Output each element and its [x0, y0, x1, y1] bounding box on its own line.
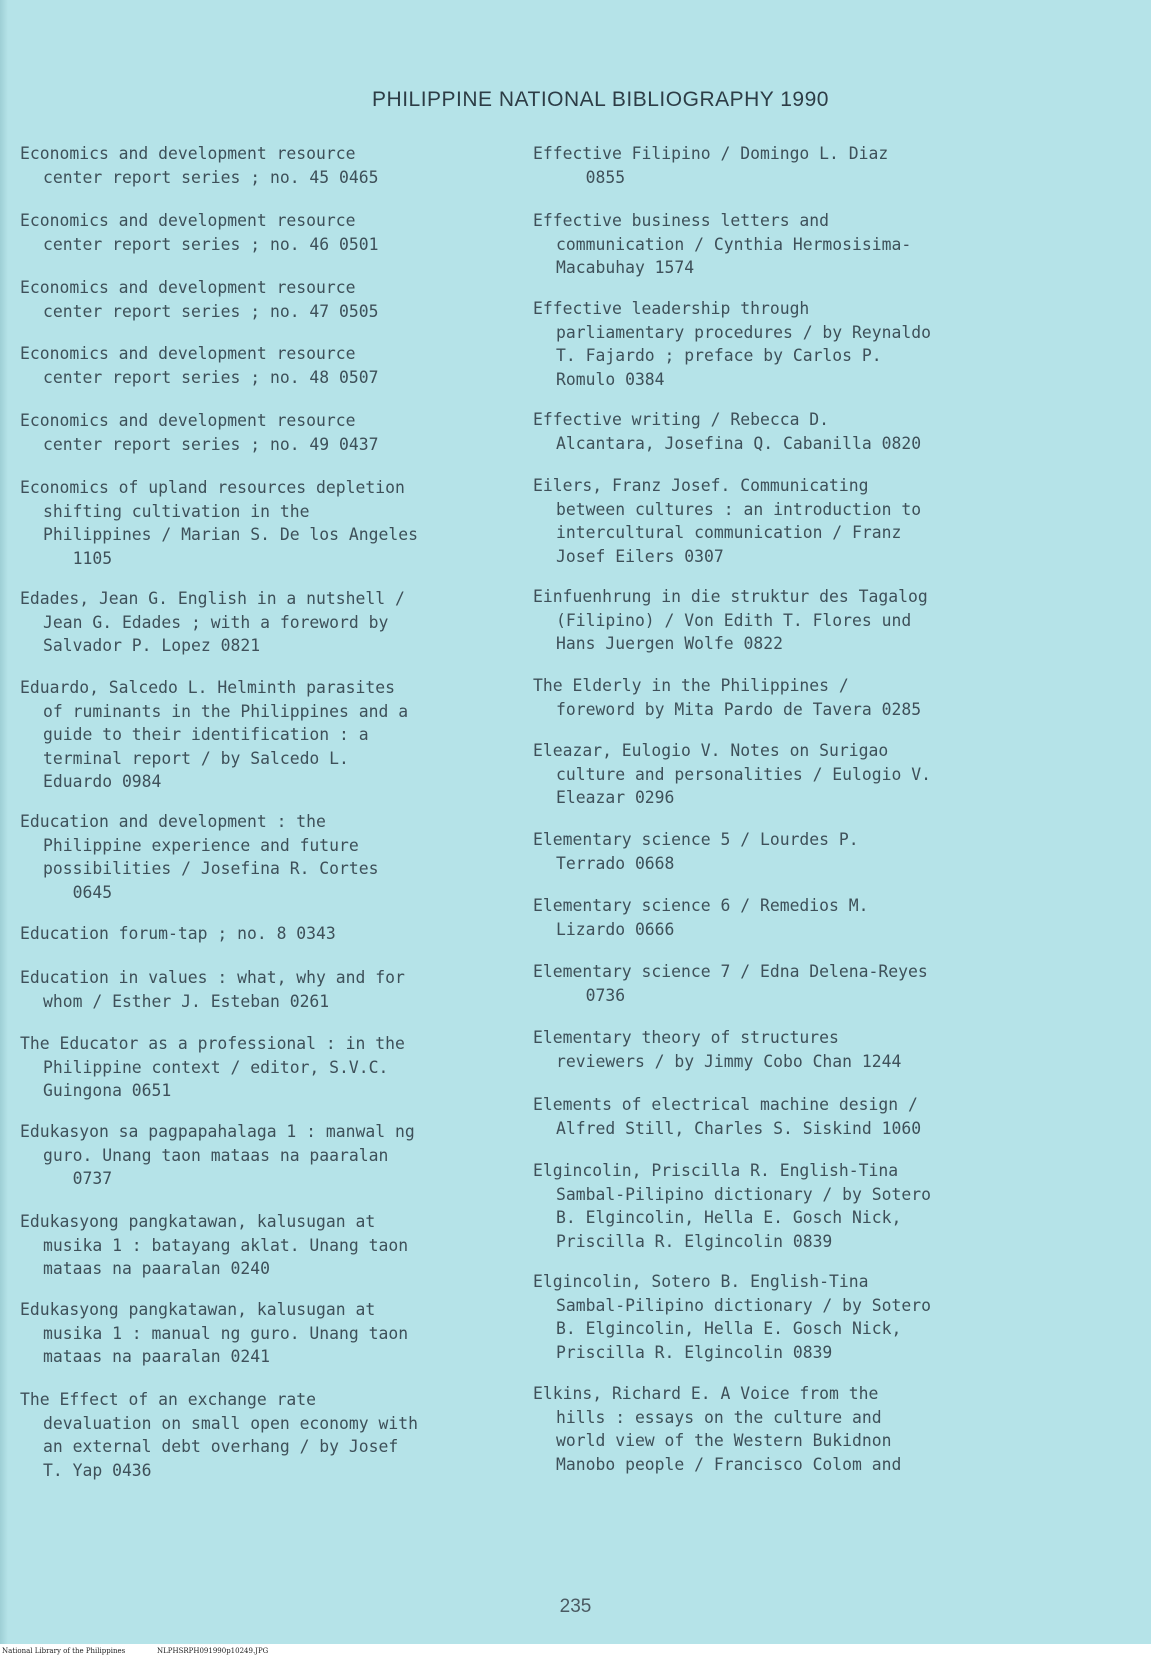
bibliography-entry: Economics and development resource center report series ; no. 45 0465	[20, 144, 379, 187]
bibliography-entry: Economics and development resource center report series ; no. 46 0501	[20, 211, 379, 254]
bibliography-entry: Elementary science 7 / Edna Delena-Reyes 0736	[533, 962, 928, 1005]
bibliography-entry: The Effect of an exchange rate devaluation on small open economy with an external debt overhang / by Josef T. Yap 0436	[20, 1390, 418, 1480]
bibliography-entry: Elgincolin, Sotero B. English-Tina Sambal-Pilipino dictionary / by Sotero B. Elgincolin, Hella E. Gosch Nick, Priscilla R. Elgincolin 0839	[533, 1272, 931, 1362]
bibliography-entry: Economics and development resource center report series ; no. 49 0437	[20, 411, 379, 454]
scan-footer	[0, 1644, 1151, 1658]
bibliography-entry: The Educator as a professional : in the Philippine context / editor, S.V.C. Guingona 0651	[20, 1034, 405, 1100]
footer-file-name: NLPHSRPH091990p10249.JPG	[157, 1647, 269, 1655]
bibliography-entry: Economics of upland resources depletion shifting cultivation in the Philippines / Marian S. De los Angeles 1105	[20, 478, 418, 568]
page-title: PHILIPPINE NATIONAL BIBLIOGRAPHY 1990	[372, 88, 829, 111]
bibliography-entry: Effective writing / Rebecca D. Alcantara, Josefina Q. Cabanilla 0820	[533, 410, 922, 453]
bibliography-entry: Elements of electrical machine design / Alfred Still, Charles S. Siskind 1060	[533, 1095, 922, 1138]
page-number: 235	[559, 1596, 592, 1617]
bibliography-entry: Elkins, Richard E. A Voice from the hills : essays on the culture and world view of the Western Bukidnon Manobo people / Francisco Colom and	[533, 1384, 902, 1474]
bibliography-entry: Education and development : the Philippine experience and future possibilities / Josefina R. Cortes 0645	[20, 812, 379, 902]
bibliography-entry: Effective leadership through parliamentary procedures / by Reynaldo T. Fajardo ; preface by Carlos P. Romulo 0384	[533, 299, 931, 389]
bibliography-entry: Edukasyon sa pagpapahalaga 1 : manwal ng guro. Unang taon mataas na paaralan 0737	[20, 1122, 415, 1188]
bibliography-entry: Elementary science 5 / Lourdes P. Terrado 0668	[533, 830, 859, 873]
bibliography-entry: Education forum-tap ; no. 8 0343	[20, 924, 336, 943]
bibliography-entry: Edukasyong pangkatawan, kalusugan at musika 1 : batayang aklat. Unang taon mataas na paaralan 0240	[20, 1212, 409, 1278]
bibliography-entry: Edukasyong pangkatawan, kalusugan at musika 1 : manual ng guro. Unang taon mataas na paaralan 0241	[20, 1300, 409, 1366]
bibliography-entry: Edades, Jean G. English in a nutshell / Jean G. Edades ; with a foreword by Salvador P. Lopez 0821	[20, 589, 405, 655]
bibliography-entry: Education in values : what, why and for whom / Esther J. Esteban 0261	[20, 968, 405, 1011]
bibliography-entry: Effective business letters and communication / Cynthia Hermosisima- Macabuhay 1574	[533, 211, 912, 277]
bibliography-entry: Elementary theory of structures reviewers / by Jimmy Cobo Chan 1244	[533, 1028, 902, 1071]
bibliography-entry: Eilers, Franz Josef. Communicating between cultures : an introduction to intercultural communication / Franz Josef Eilers 0307	[533, 476, 922, 566]
page-edge-shadow	[0, 0, 8, 1644]
bibliography-entry: Eleazar, Eulogio V. Notes on Surigao culture and personalities / Eulogio V. Eleazar 0296	[533, 741, 931, 807]
bibliography-entry: Effective Filipino / Domingo L. Diaz 0855	[533, 144, 889, 187]
bibliography-entry: Elementary science 6 / Remedios M. Lizardo 0666	[533, 896, 869, 939]
bibliography-entry: Einfuenhrung in die struktur des Tagalog (Filipino) / Von Edith T. Flores und Hans Juergen Wolfe 0822	[533, 587, 928, 653]
bibliography-entry: Elgincolin, Priscilla R. English-Tina Sambal-Pilipino dictionary / by Sotero B. Elgincolin, Hella E. Gosch Nick, Priscilla R. Elgincolin 0839	[533, 1161, 931, 1251]
bibliography-entry: Economics and development resource center report series ; no. 47 0505	[20, 278, 379, 321]
bibliography-entry: Economics and development resource center report series ; no. 48 0507	[20, 344, 379, 387]
bibliography-entry: The Elderly in the Philippines / foreword by Mita Pardo de Tavera 0285	[533, 676, 922, 719]
bibliography-entry: Eduardo, Salcedo L. Helminth parasites of ruminants in the Philippines and a guide to their identification : a terminal report / by Salcedo L. Eduardo 0984	[20, 678, 409, 791]
footer-library-name: National Library of the Philippines	[2, 1647, 126, 1655]
